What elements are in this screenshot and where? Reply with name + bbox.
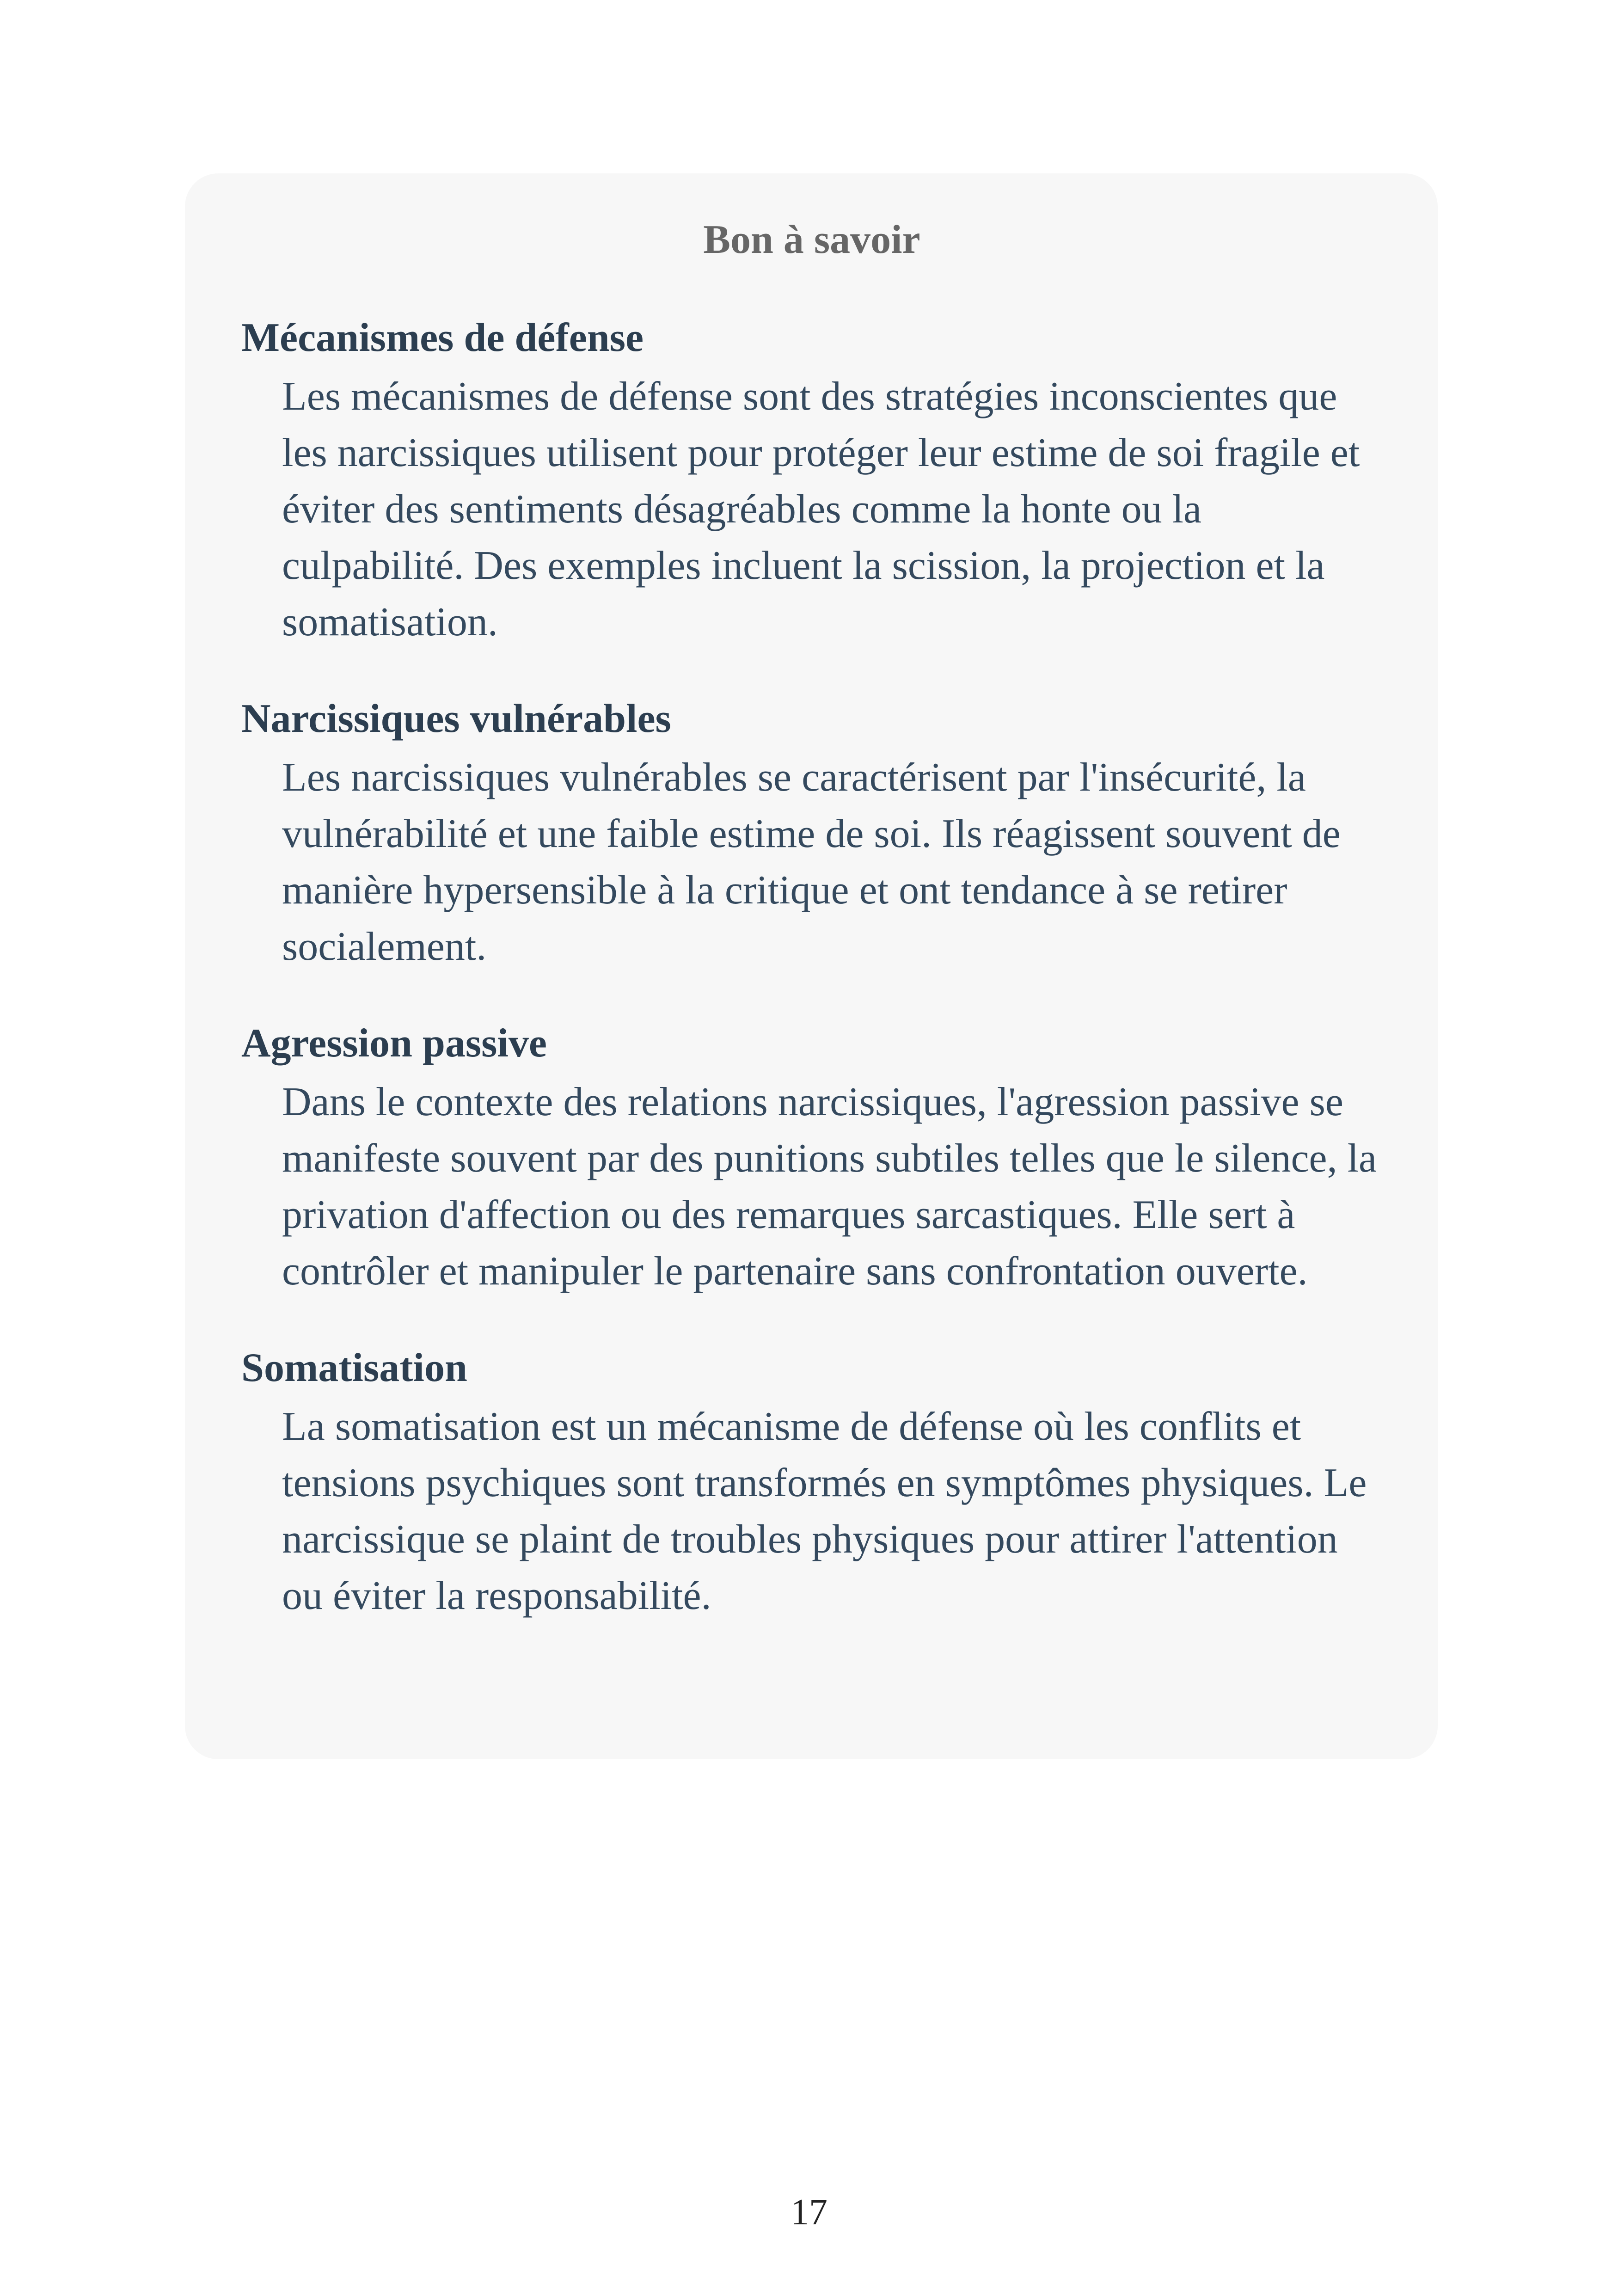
glossary-entry [241,1023,1382,1300]
entry-definition: Dans le contexte des relations narcissiques, l'agression passive se manifeste souvent par des punitions subtiles telles que le silence, la privation d'affection ou des remarques sarcastiques. Elle sert à contrôler et manipuler le partenaire sans confrontation ouverte. [282,1080,1377,1294]
glossary-entry [241,315,1382,651]
glossary-entry [241,696,1382,975]
entry-definition: Les mécanismes de défense sont des stratégies inconscientes que les narcissiques utilisent pour protéger leur estime de soi fragile et éviter des sentiments désagréables comme la honte ou la culpabilité. Des exemples incluent la scission, la projection et la somatisation. [282,374,1360,645]
page-number: 17 [791,2192,827,2233]
entry-term: Agression passive [241,1021,547,1066]
box-title: Bon à savoir [703,217,920,262]
entry-term: Somatisation [241,1345,467,1390]
glossary-entry [241,1345,1382,1624]
entry-definition: Les narcissiques vulnérables se caractérisent par l'insécurité, la vulnérabilité et une faible estime de soi. Ils réagissent souvent de manière hypersensible à la critique et ont tendance à se retirer socialement. [282,755,1341,969]
entry-term: Mécanismes de défense [241,315,644,360]
entry-term: Narcissiques vulnérables [241,696,671,741]
entry-definition: La somatisation est un mécanisme de défense où les conflits et tensions psychiques sont transformés en symptômes physiques. Le narcissique se plaint de troubles physiques pour attirer l'attention ou éviter la responsabilité. [282,1404,1367,1618]
info-box [185,173,1438,1759]
